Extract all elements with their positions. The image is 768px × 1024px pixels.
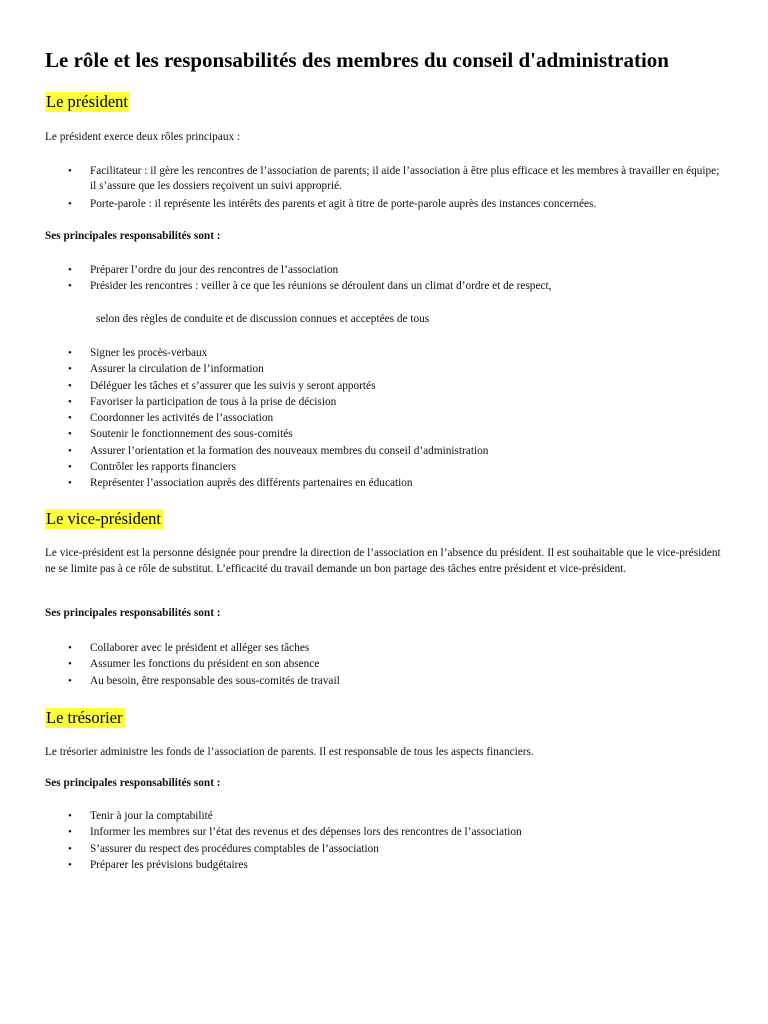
list-item: • Signer les procès-verbaux	[45, 345, 725, 361]
list-item: • Soutenir le fonctionnement des sous-comités	[45, 426, 725, 442]
president-responsibilities-list-a	[45, 262, 725, 295]
president-responsibilities-label: Ses principales responsabilités sont :	[45, 230, 221, 242]
vice-president-responsibilities-list	[45, 640, 725, 689]
list-item: • Présider les rencontres : veiller à ce que les réunions se déroulent dans un climat d’ordre et de respect,	[45, 278, 725, 294]
section-heading-president: Le président	[46, 92, 129, 111]
section-heading-tresorier: Le trésorier	[46, 708, 123, 727]
list-item: • Contrôler les rapports financiers	[45, 459, 725, 475]
section-heading-vice-president: Le vice-président	[46, 509, 161, 528]
page-title: Le rôle et les responsabilités des membres du conseil d'administration	[45, 48, 669, 72]
list-item: • Préparer l’ordre du jour des rencontres de l’association	[45, 262, 725, 278]
tresorier-responsibilities-label: Ses principales responsabilités sont :	[45, 777, 221, 789]
list-item: • Préparer les prévisions budgétaires	[45, 857, 725, 873]
vice-president-intro: Le vice-président est la personne désignée pour prendre la direction de l’association en l’absence du président. Il est souhaitable que le vice-président ne se limite pas à ce rôle de substitut. L’efficacité du travail demande un bon partage des tâches entre président et vice-président.	[45, 547, 721, 575]
list-item: • Représenter l’association auprès des différents partenaires en éducation	[45, 475, 725, 491]
list-item: • Déléguer les tâches et s’assurer que les suivis y seront apportés	[45, 378, 725, 394]
list-item: • Assurer l’orientation et la formation des nouveaux membres du conseil d’administration	[45, 443, 725, 459]
vice-president-responsibilities-label: Ses principales responsabilités sont :	[45, 607, 221, 619]
president-roles-list	[45, 164, 725, 212]
president-responsibility-continuation: selon des règles de conduite et de discussion connues et acceptées de tous	[96, 313, 430, 325]
list-item: • Favoriser la participation de tous à la prise de décision	[45, 394, 725, 410]
list-item: • S’assurer du respect des procédures comptables de l’association	[45, 841, 725, 857]
president-intro: Le président exerce deux rôles principaux :	[45, 131, 241, 143]
list-item: • Tenir à jour la comptabilité	[45, 808, 725, 824]
tresorier-responsibilities-list	[45, 808, 725, 873]
list-item: • Facilitateur : il gère les rencontres de l’association de parents; il aide l’association à être plus efficace et les membres à travailler en équipe; il s’assure que les dossiers reçoivent un suivi approprié.	[45, 164, 725, 194]
list-item: • Assumer les fonctions du président en son absence	[45, 656, 725, 672]
list-item: • Coordonner les activités de l’association	[45, 410, 725, 426]
list-item: • Assurer la circulation de l’information	[45, 361, 725, 377]
list-item: • Informer les membres sur l’état des revenus et des dépenses lors des rencontres de l’association	[45, 824, 725, 840]
list-item: • Porte-parole : il représente les intérêts des parents et agit à titre de porte-parole auprès des instances concernées.	[45, 196, 725, 212]
list-item: • Collaborer avec le président et alléger ses tâches	[45, 640, 725, 656]
president-responsibilities-list-b	[45, 345, 725, 492]
list-item: • Au besoin, être responsable des sous-comités de travail	[45, 673, 725, 689]
tresorier-intro: Le trésorier administre les fonds de l’association de parents. Il est responsable de tous les aspects financiers.	[45, 746, 534, 758]
